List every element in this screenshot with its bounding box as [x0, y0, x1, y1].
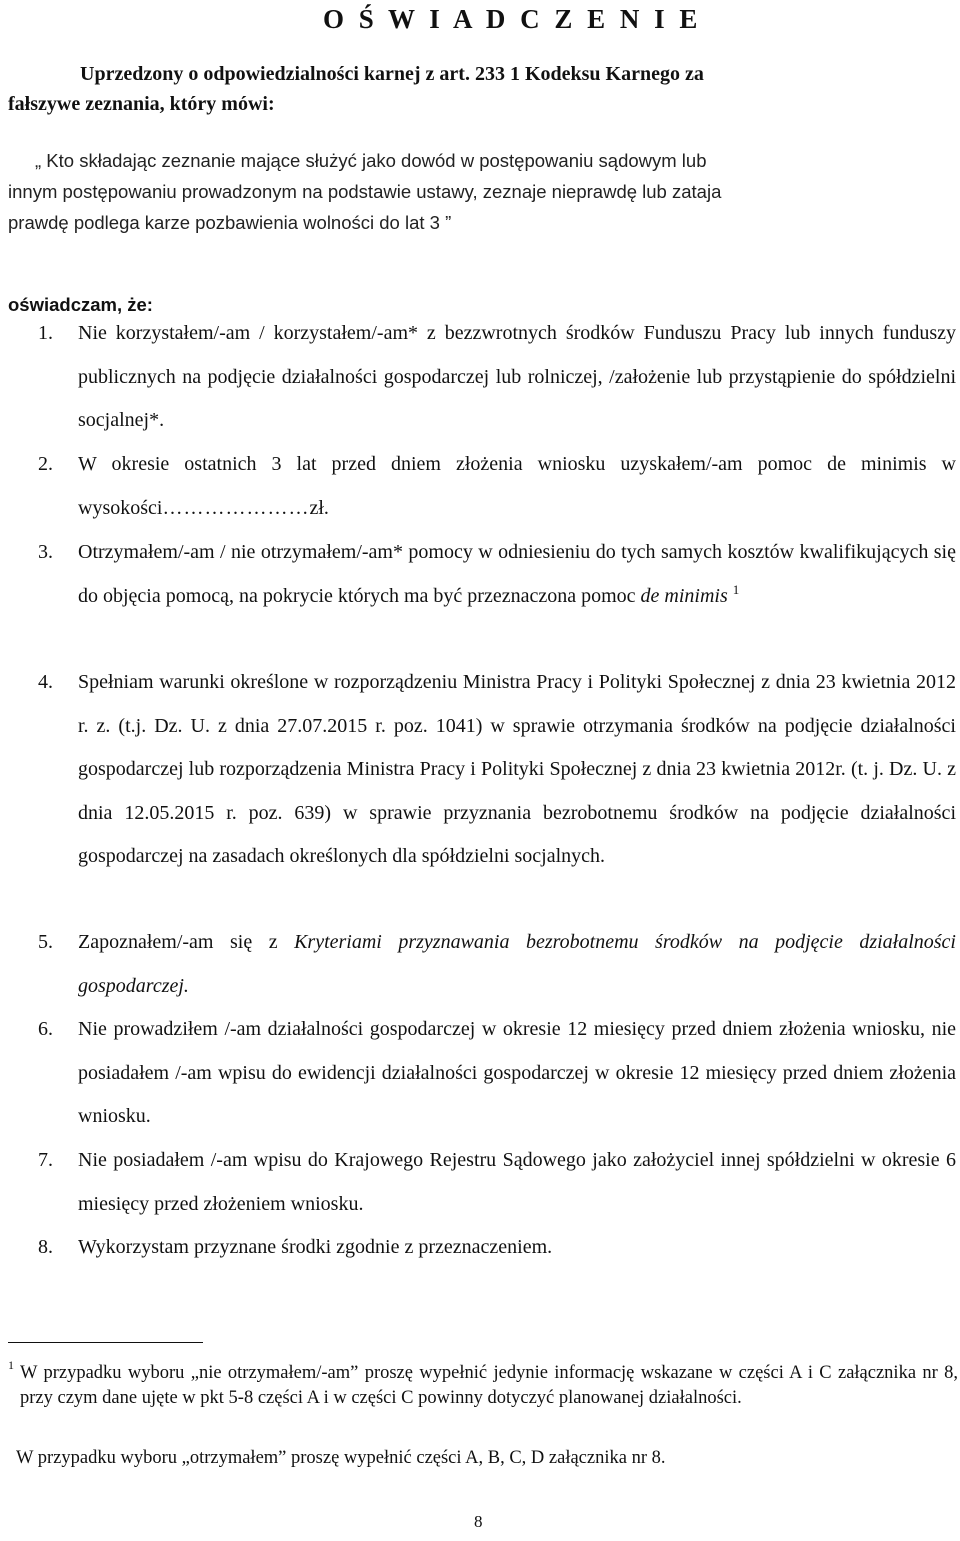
declaration-item-5 [38, 921, 956, 1008]
item-text: W okresie ostatnich 3 lat przed dniem złożenia wniosku uzyskałem/-am pomoc de minimis w wysokości [78, 453, 956, 519]
declaration-item-4 [38, 661, 956, 879]
item-text-wrap [78, 443, 956, 530]
footnote-mark: 1 [8, 1358, 14, 1372]
item-text: Spełniam warunki określone w rozporządzeniu Ministra Pracy i Polityki Społecznej z dnia 23 kwietnia 2012 r. z. (t.j. Dz. U. z dnia 27.07.2015 r. poz. 1041) w sprawie otrzymania środków na podjęcie działalności gospodarczej lub rozporządzenia Ministra Pracy i Polityki Społecznej z dnia 23 kwietnia 2012r. (t. j. Dz. U. z dnia 12.05.2015 r. poz. 639) w sprawie przyznania bezrobotnemu środków na podjęcie działalności gospodarczej na zasadach określonych dla spółdzielni socjalnych. [78, 671, 956, 867]
item-number: 1. [38, 322, 53, 344]
item-text: Nie korzystałem/-am / korzystałem/-am* z bezzwrotnych środków Funduszu Pracy lub innych funduszy publicznych na podjęcie działalności gospodarczej lub rolniczej, /założenie lub przystąpienie do spółdzielni socjalnej*. [78, 322, 956, 431]
declaration-item-8 [38, 1226, 956, 1270]
item-number: 7. [38, 1149, 53, 1171]
declaration-item-1 [38, 312, 956, 443]
item-italic-term: de minimis [640, 584, 728, 607]
legal-warning [8, 59, 908, 119]
penal-code-quote [8, 145, 908, 238]
declaration-item-7 [38, 1139, 956, 1226]
amount-blank: ………………… [162, 496, 310, 519]
quote-line-2: innym postępowaniu prowadzonym na podstawie ustawy, zeznaje nieprawdę lub zataja [8, 181, 722, 202]
footnote-separator [8, 1342, 203, 1343]
item-number: 5. [38, 931, 53, 953]
legal-warning-line-1: Uprzedzony o odpowiedzialności karnej z art. 233 1 Kodeksu Karnego za [80, 63, 704, 85]
quote-line-3: prawdę podlega karze pozbawienia wolności do lat 3 ” [8, 212, 452, 233]
declaration-item-6 [38, 1008, 956, 1139]
footnote [8, 1358, 958, 1411]
item-text-wrap [78, 921, 956, 1008]
item-italic-title: Kryteriami przyznawania bezrobotnemu środków na podjęcie działalności gospodarczej. [78, 931, 956, 997]
item-number: 2. [38, 453, 53, 475]
declaration-item-3 [38, 531, 956, 618]
declaration-item-2 [38, 443, 956, 530]
footnote-reference: 1 [732, 581, 740, 597]
item-text: Zapoznałem/-am się z [78, 931, 295, 953]
legal-warning-line-2: fałszywe zeznania, który mówi: [8, 93, 275, 115]
declaration-label: oświadczam, że: [8, 294, 153, 315]
footnote-text: W przypadku wyboru „nie otrzymałem/-am” proszę wypełnić jedynie informację wskazane w części A i C załącznika nr 8, przy czym dane ujęte w pkt 5-8 części A i w części C powinny dotyczyć planowanej działalności. [20, 1363, 958, 1408]
quote-line-1: „ Kto składając zeznanie mające służyć jako dowód w postępowaniu sądowym lub [35, 150, 707, 171]
item-text: Nie prowadziłem /-am działalności gospodarczej w okresie 12 miesięcy przed dniem złożenia wniosku, nie posiadałem /-am wpisu do ewidencji działalności gospodarczej w okresie 12 miesięcy przed dniem złożenia wniosku. [78, 1018, 956, 1127]
item-text: Wykorzystam przyznane środki zgodnie z przeznaczeniem. [78, 1236, 553, 1258]
item-text: Otrzymałem/-am / nie otrzymałem/-am* pomocy w odniesieniu do tych samych kosztów kwalifikujących się do objęcia pomocą, na pokrycie których ma być przeznaczona pomoc [78, 541, 956, 607]
document-title: O Ś W I A D C Z E N I E [323, 4, 702, 34]
item-number: 3. [38, 541, 53, 563]
item-text: Nie posiadałem /-am wpisu do Krajowego Rejestru Sądowego jako założyciel innej spółdzielni w okresie 6 miesięcy przed złożeniem wniosku. [78, 1149, 956, 1215]
item-number: 4. [38, 671, 53, 693]
item-number: 6. [38, 1018, 53, 1040]
item-number: 8. [38, 1236, 53, 1258]
footnote-second: W przypadku wyboru „otrzymałem” proszę wypełnić części A, B, C, D załącznika nr 8. [16, 1448, 666, 1468]
currency-suffix: zł. [309, 496, 329, 519]
item-text-wrap [78, 531, 956, 618]
page-number: 8 [474, 1512, 483, 1531]
